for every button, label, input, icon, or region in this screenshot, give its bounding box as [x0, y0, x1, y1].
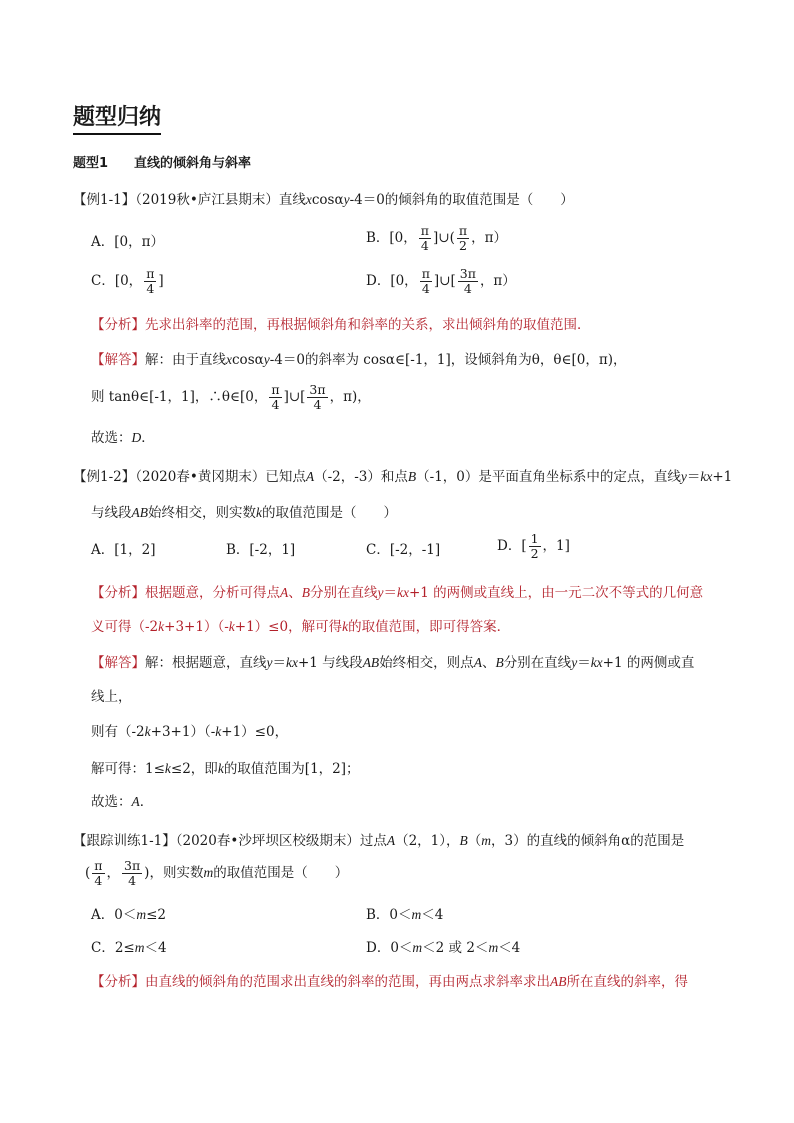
- var-y: y: [263, 352, 270, 367]
- frac-num: π: [421, 266, 430, 281]
- solution-cos: cosα: [232, 352, 264, 368]
- option-d-pre: D．[0，: [366, 273, 418, 289]
- frac-num: 1: [530, 531, 539, 546]
- solution-text: 解可得：1≤: [91, 761, 165, 777]
- analysis-1-1: [91, 316, 591, 334]
- analysis-tag: 【分析】: [91, 974, 145, 990]
- solution-text: 分别在直线: [503, 655, 572, 671]
- option-c-pre: C．[0，: [91, 273, 143, 289]
- option-d-pre: D．0＜: [366, 940, 413, 956]
- option-c-post: ＜4: [144, 940, 167, 956]
- stem-text: 始终相交，则实数: [148, 505, 256, 521]
- frac-den: 4: [146, 281, 155, 296]
- analysis-text: +1）≤0，解可得: [234, 619, 343, 635]
- option-b: [366, 224, 507, 253]
- analysis-text: +3+1）（-: [164, 619, 229, 635]
- solution-rest: ，π)，: [329, 389, 371, 405]
- stem-sep: ，: [106, 865, 120, 881]
- fraction-3pi-over-4: [458, 267, 478, 296]
- var-kx: kx: [590, 655, 603, 670]
- analysis-1-2-line1: [91, 584, 703, 602]
- var-y: y: [377, 585, 384, 600]
- fraction-pi-over-4: [419, 224, 431, 253]
- solution-text: 的取值范围为[1，2]；: [223, 761, 360, 777]
- stem-text: 的取值范围是（ ）: [213, 865, 349, 881]
- frac-num: π: [458, 223, 468, 238]
- example-tag: 【跟踪训练1-1】: [73, 833, 176, 849]
- analysis-tag: 【分析】: [91, 585, 145, 601]
- stem-text: （-2，-3）和点: [314, 469, 408, 485]
- stem-text: （2020春•黄冈期末）已知点: [135, 469, 306, 485]
- fraction-pi-over-4: [269, 383, 281, 412]
- solution-rest: -4＝0的斜率为 cosα∈[-1，1]，设倾斜角为θ，θ∈[0，π)，: [269, 352, 627, 368]
- tracking-1-1-stem-line1: [73, 832, 684, 850]
- analysis-text: 义可得（-2: [91, 619, 159, 635]
- var-y: y: [680, 469, 687, 484]
- solution-text: 解：由于直线: [145, 352, 226, 368]
- solution-eq: ＝: [272, 655, 286, 671]
- option-a: A．[1，2]: [91, 542, 156, 558]
- var-y: y: [343, 192, 350, 207]
- frac-num: π: [146, 266, 155, 281]
- point-b: B: [407, 469, 417, 484]
- solution-sep: 、: [481, 655, 496, 671]
- segment-ab: AB: [550, 974, 567, 989]
- frac-den: 4: [313, 397, 322, 412]
- var-m: m: [203, 865, 214, 880]
- fraction-pi-over-4: [92, 859, 104, 888]
- point-a: A: [305, 469, 315, 484]
- point-b: B: [495, 655, 504, 670]
- option-c: C．[-2，-1]: [366, 542, 441, 558]
- example-tag: 【例1-2】: [73, 469, 136, 485]
- option-a-post: ≤2: [146, 907, 166, 923]
- solution-text: +1）≤0，: [221, 724, 289, 740]
- answer-end: ．: [139, 794, 154, 810]
- var-k: k: [256, 505, 262, 520]
- var-m: m: [488, 940, 499, 955]
- point-b: B: [301, 585, 310, 600]
- section-heading: 题型归纳: [73, 104, 161, 135]
- analysis-eq: ＝: [383, 585, 397, 601]
- segment-ab: AB: [362, 655, 380, 670]
- var-m: m: [136, 907, 147, 922]
- option-d-mid: ]∪[: [433, 273, 456, 289]
- answer-1-1: [91, 429, 155, 447]
- option-b-post: ＜4: [421, 907, 444, 923]
- stem-text: （: [467, 833, 482, 849]
- option-a: A．[0，π）: [91, 234, 164, 250]
- var-y: y: [571, 655, 578, 670]
- var-m: m: [412, 940, 423, 955]
- option-d-mid: ＜2 或 2＜: [422, 940, 489, 956]
- frac-den: 4: [463, 281, 472, 296]
- option-b-mid: ]∪(: [433, 230, 455, 246]
- analysis-text: +1 的两侧或直线上，由一元二次不等式的几何意: [408, 585, 704, 601]
- segment-ab: AB: [131, 505, 148, 520]
- solution-1-2-line4: [91, 760, 360, 778]
- point-a: A: [386, 833, 396, 848]
- fraction-pi-over-4: [144, 267, 156, 296]
- option-b-pre: B．[0，: [366, 230, 417, 246]
- analysis-1-2-line2: [91, 618, 510, 636]
- option-b: [366, 906, 443, 924]
- stem-text: （2019秋•庐江县期末）直线: [135, 192, 306, 208]
- var-kx: kx: [397, 585, 409, 600]
- solution-1-1-line2: [91, 383, 371, 412]
- var-k: k: [215, 724, 222, 739]
- option-d: [366, 267, 516, 296]
- analysis-tracking-1-1: [91, 973, 688, 991]
- example-1-1-stem: [73, 191, 574, 209]
- var-k: k: [342, 619, 349, 634]
- analysis-text: 先求出斜率的范围，再根据倾斜角和斜率的关系，求出倾斜角的取值范围．: [145, 317, 591, 333]
- tracking-1-1-stem-line2: [85, 859, 348, 888]
- frac-den: 2: [530, 546, 539, 561]
- var-k: k: [217, 761, 224, 776]
- example-1-2-stem-line2: [91, 504, 397, 522]
- var-k: k: [164, 761, 171, 776]
- option-b: B．[-2，1]: [226, 542, 296, 558]
- analysis-text: 根据题意，分析可得点: [145, 585, 280, 601]
- solution-tag: 【解答】: [91, 655, 145, 671]
- frac-num: π: [271, 382, 280, 397]
- option-d-post: ，1]: [542, 538, 570, 554]
- stem-text: 与线段: [91, 505, 132, 521]
- answer-end: ．: [141, 430, 155, 446]
- point-b: B: [459, 833, 468, 848]
- frac-num: π: [94, 858, 103, 873]
- example-1-2-stem-line1: [73, 468, 732, 486]
- var-y: y: [266, 655, 273, 670]
- solution-tag: 【解答】: [91, 352, 145, 368]
- analysis-text: 由直线的倾斜角的范围求出直线的斜率的范围，再由两点求斜率求出: [145, 974, 550, 990]
- var-m: m: [481, 833, 492, 848]
- analysis-sep: 、: [288, 585, 302, 601]
- var-m: m: [411, 907, 422, 922]
- solution-text: 则 tanθ∈[-1，1]，∴θ∈[0，: [91, 389, 268, 405]
- type-label: 题型1: [73, 156, 109, 171]
- frac-num: 3π: [124, 858, 141, 873]
- fraction-3pi-over-4: [307, 383, 327, 412]
- answer-value: A: [131, 794, 140, 809]
- answer-1-2: [91, 793, 153, 811]
- frac-den: 4: [271, 397, 280, 412]
- stem-text: （2020春•沙坪坝区校级期末）过点: [175, 833, 387, 849]
- var-x: x: [226, 352, 232, 367]
- option-d: [497, 532, 570, 561]
- analysis-text: 所在直线的斜率，得: [566, 974, 688, 990]
- fraction-pi-over-4: [420, 267, 432, 296]
- stem-text: （-1，0）是平面直角坐标系中的定点，直线: [416, 469, 681, 485]
- solution-text: +1 的两侧或直: [602, 655, 695, 671]
- solution-1-1-line1: [91, 351, 627, 369]
- frac-num: 3π: [459, 266, 476, 281]
- var-k: k: [144, 724, 151, 739]
- solution-text: 则有（-2: [91, 724, 145, 740]
- answer-label: 故选：: [91, 794, 132, 810]
- stem-rest: -4＝0的倾斜角的取值范围是（ ）: [349, 192, 574, 208]
- frac-den: 4: [94, 873, 103, 888]
- stem-text: 的取值范围是（ ）: [262, 505, 397, 521]
- frac-den: 2: [458, 238, 467, 253]
- option-d-pre: D．[: [497, 538, 527, 554]
- frac-den: 4: [420, 238, 429, 253]
- stem-text: )，则实数: [144, 865, 204, 881]
- option-c-pre: C．2≤: [91, 940, 135, 956]
- solution-1-2-line2: 线上，: [91, 689, 132, 705]
- fraction-1-over-2: [529, 532, 541, 561]
- stem-cos: cosα: [311, 192, 344, 208]
- type-title-text: 直线的倾斜角与斜率: [134, 156, 252, 171]
- var-k: k: [158, 619, 165, 634]
- stem-text: ，3）的直线的倾斜角α的范围是: [491, 833, 685, 849]
- solution-union: ]∪[: [283, 389, 306, 405]
- stem-text: （2，1），: [395, 833, 460, 849]
- var-k: k: [228, 619, 235, 634]
- option-b-post: ，π）: [471, 230, 507, 246]
- var-x: x: [305, 192, 312, 207]
- option-a-pre: A．0＜: [91, 907, 137, 923]
- var-m: m: [134, 940, 145, 955]
- answer-value: D: [131, 430, 142, 445]
- solution-eq: ＝: [577, 655, 591, 671]
- option-c: [91, 939, 167, 957]
- answer-label: 故选：: [91, 430, 132, 446]
- option-c-post: ]: [158, 273, 164, 289]
- option-d-post: ，π）: [479, 273, 516, 289]
- solution-1-2-line1: [91, 654, 694, 672]
- frac-num: 3π: [309, 382, 326, 397]
- option-d-post: ＜4: [498, 940, 521, 956]
- frac-den: 4: [128, 873, 137, 888]
- analysis-text: 的取值范围，即可得答案．: [348, 619, 511, 635]
- var-kx: kx: [700, 469, 713, 484]
- option-c: [91, 267, 164, 296]
- point-a: A: [280, 585, 289, 600]
- frac-num: π: [420, 223, 429, 238]
- frac-den: 4: [421, 281, 430, 296]
- solution-text: ≤2，即: [170, 761, 218, 777]
- solution-1-2-line3: [91, 723, 288, 741]
- option-b-pre: B．0＜: [366, 907, 412, 923]
- solution-text: 解：根据题意，直线: [145, 655, 267, 671]
- solution-text: +1 与线段: [297, 655, 363, 671]
- solution-text: 始终相交，则点: [379, 655, 474, 671]
- analysis-text: 分别在直线: [310, 585, 378, 601]
- option-a: [91, 906, 166, 924]
- stem-plus-one: +1: [712, 469, 733, 485]
- fraction-3pi-over-4: [122, 859, 142, 888]
- stem-eq: ＝: [686, 469, 701, 485]
- point-a: A: [473, 655, 482, 670]
- solution-text: +3+1）（-: [150, 724, 216, 740]
- example-tag: 【例1-1】: [73, 192, 136, 208]
- option-d: [366, 939, 520, 957]
- fraction-pi-over-2: [457, 224, 469, 253]
- stem-paren: (: [85, 865, 91, 881]
- question-type-title: [73, 152, 251, 171]
- var-kx: kx: [286, 655, 298, 670]
- analysis-tag: 【分析】: [91, 317, 145, 333]
